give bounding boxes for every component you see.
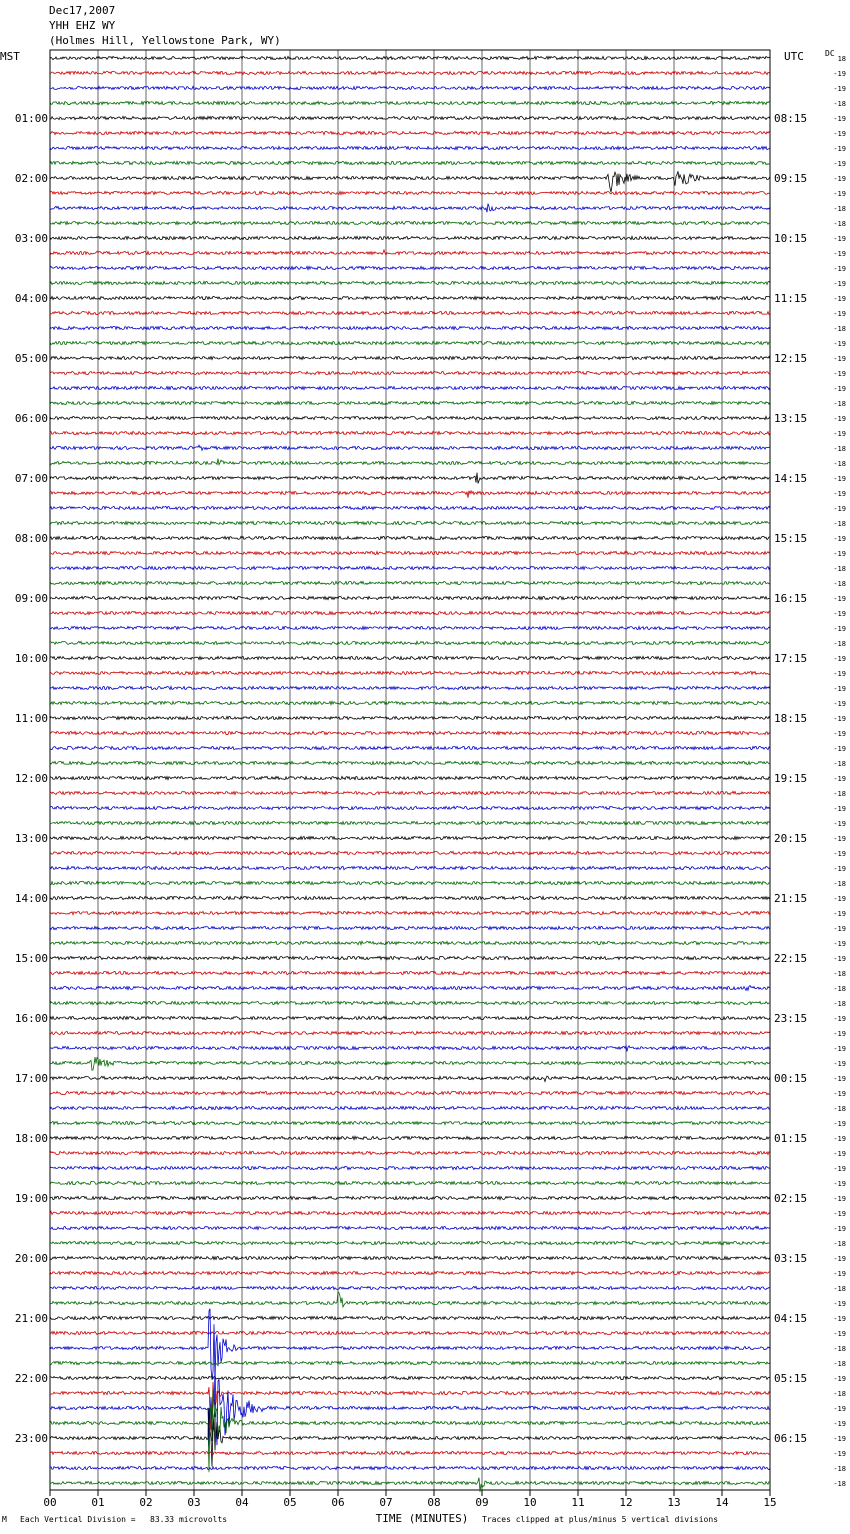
seismic-trace xyxy=(50,596,770,599)
dc-offset-label: -19 xyxy=(833,340,846,348)
seismic-trace xyxy=(50,116,770,119)
header-station: YHH EHZ WY xyxy=(49,19,116,32)
mst-hour-label: 21:00 xyxy=(14,1312,48,1325)
seismic-trace xyxy=(50,1121,770,1124)
utc-hour-label: 06:15 xyxy=(774,1432,808,1445)
seismic-trace xyxy=(50,971,770,974)
seismic-trace xyxy=(50,1451,770,1454)
seismic-trace xyxy=(50,776,770,779)
dc-offset-label: -19 xyxy=(833,1030,846,1038)
seismic-trace xyxy=(50,656,770,659)
seismic-trace xyxy=(50,836,770,839)
x-tick-label: 06 xyxy=(331,1496,345,1509)
dc-offset-label: -19 xyxy=(833,1150,846,1158)
seismic-trace xyxy=(50,671,770,674)
dc-offset-label: -19 xyxy=(833,130,846,138)
seismic-trace xyxy=(50,459,770,465)
dc-offset-label: -19 xyxy=(833,1420,846,1428)
seismic-trace xyxy=(50,1091,770,1094)
dc-offset-label: -19 xyxy=(833,1210,846,1218)
x-tick-label: 07 xyxy=(379,1496,393,1509)
seismic-trace xyxy=(50,131,770,134)
dc-offset-label: -19 xyxy=(833,1180,846,1188)
x-tick-label: 12 xyxy=(619,1496,633,1509)
mst-hour-label: 18:00 xyxy=(14,1132,48,1145)
mst-hour-label: 01:00 xyxy=(14,112,48,125)
seismic-trace xyxy=(50,1196,770,1199)
seismic-trace xyxy=(50,146,770,149)
x-tick-label: 01 xyxy=(91,1496,105,1509)
seismic-trace xyxy=(50,86,770,89)
seismic-trace xyxy=(50,941,770,945)
seismic-trace xyxy=(50,204,770,213)
utc-hour-label: 05:15 xyxy=(774,1372,808,1385)
mst-hour-label: 12:00 xyxy=(14,772,48,785)
mst-hour-label: 11:00 xyxy=(14,712,48,725)
seismic-trace xyxy=(50,491,770,498)
seismic-trace xyxy=(50,296,770,299)
dc-offset-label: -18 xyxy=(833,970,846,978)
utc-hour-label: 12:15 xyxy=(774,352,808,365)
seismic-trace xyxy=(50,1256,770,1259)
mst-hour-label: 13:00 xyxy=(14,832,48,845)
seismic-trace xyxy=(50,506,770,509)
dc-offset-label: -18 xyxy=(833,1360,846,1368)
utc-hour-label: 17:15 xyxy=(774,652,808,665)
dc-offset-label: -19 xyxy=(833,700,846,708)
seismic-trace xyxy=(50,791,770,794)
utc-hour-labels xyxy=(774,112,807,1445)
seismic-trace xyxy=(50,896,770,899)
seismic-trace xyxy=(50,401,770,404)
utc-hour-label: 02:15 xyxy=(774,1192,808,1205)
dc-offset-label: -19 xyxy=(833,1315,846,1323)
seismic-trace xyxy=(50,1286,770,1289)
dc-offset-label: -19 xyxy=(833,1375,846,1383)
dc-offset-label: -18 xyxy=(833,580,846,588)
seismic-trace xyxy=(50,236,770,239)
seismic-trace xyxy=(50,701,770,704)
utc-label: UTC xyxy=(784,50,804,63)
seismic-trace xyxy=(50,250,770,255)
x-tick-label: 02 xyxy=(139,1496,153,1509)
dc-offset-label: -19 xyxy=(833,550,846,558)
seismic-trace xyxy=(50,851,770,854)
x-tick-label: 08 xyxy=(427,1496,441,1509)
dc-offset-label: -19 xyxy=(833,1300,846,1308)
seismic-trace xyxy=(50,371,770,374)
seismic-trace xyxy=(50,1362,770,1448)
dc-offset-label: -19 xyxy=(833,940,846,948)
dc-offset-label: -18 xyxy=(833,1465,846,1473)
dc-offset-label: -19 xyxy=(833,535,846,543)
seismic-trace xyxy=(50,1241,770,1244)
dc-offset-label: 18 xyxy=(837,55,846,63)
dc-offset-label: -19 xyxy=(833,1405,846,1413)
seismic-trace xyxy=(50,1361,770,1364)
mst-hour-label: 08:00 xyxy=(14,532,48,545)
mst-hour-label: 03:00 xyxy=(14,232,48,245)
seismic-trace xyxy=(50,686,770,689)
seismic-trace xyxy=(50,1316,770,1319)
dc-offset-label: -19 xyxy=(833,745,846,753)
utc-hour-label: 23:15 xyxy=(774,1012,808,1025)
dc-offset-label: -19 xyxy=(833,280,846,288)
dc-offset-label: -19 xyxy=(833,1165,846,1173)
seismic-trace xyxy=(50,171,770,192)
dc-offset-label: -18 xyxy=(833,1240,846,1248)
seismic-trace xyxy=(50,1211,770,1214)
seismic-trace xyxy=(50,56,770,59)
seismic-trace xyxy=(50,356,770,359)
dc-offset-label: -19 xyxy=(833,175,846,183)
utc-hour-label: 20:15 xyxy=(774,832,808,845)
seismic-trace xyxy=(50,341,770,344)
x-tick-label: 15 xyxy=(763,1496,777,1509)
seismic-trace xyxy=(50,581,770,584)
header-location: (Holmes Hill, Yellowstone Park, WY) xyxy=(49,34,281,47)
seismic-trace xyxy=(50,1271,770,1274)
seismic-trace xyxy=(50,191,770,194)
seismic-trace xyxy=(50,1136,770,1139)
dc-offset-label: -19 xyxy=(833,925,846,933)
dc-offset-label: -19 xyxy=(833,595,846,603)
corner-mark: M xyxy=(2,1515,7,1524)
seismic-trace xyxy=(50,746,770,749)
dc-offset-label: -19 xyxy=(833,415,846,423)
seismic-trace xyxy=(50,1309,770,1380)
dc-offset-label: -19 xyxy=(833,850,846,858)
seismic-trace xyxy=(50,1166,770,1169)
dc-offset-label: -18 xyxy=(833,565,846,573)
dc-offset-label: -19 xyxy=(833,1195,846,1203)
dc-offset-label: -18 xyxy=(833,1000,846,1008)
utc-hour-label: 13:15 xyxy=(774,412,808,425)
utc-hour-label: 03:15 xyxy=(774,1252,808,1265)
seismic-trace xyxy=(50,1057,770,1070)
seismic-trace xyxy=(50,1001,770,1004)
seismic-trace xyxy=(50,611,770,614)
dc-offset-label: -19 xyxy=(833,835,846,843)
mst-hour-label: 05:00 xyxy=(14,352,48,365)
seismic-trace xyxy=(50,1466,770,1469)
dc-offset-label: -19 xyxy=(833,625,846,633)
dc-offset-label: -19 xyxy=(833,715,846,723)
dc-offset-label: -19 xyxy=(833,865,846,873)
utc-hour-label: 21:15 xyxy=(774,892,808,905)
dc-offset-label: -19 xyxy=(833,1120,846,1128)
dc-offset-label: -19 xyxy=(833,1015,846,1023)
mst-hour-label: 22:00 xyxy=(14,1372,48,1385)
dc-offset-label: -19 xyxy=(833,85,846,93)
dc-offset-label: -18 xyxy=(833,220,846,228)
seismic-trace xyxy=(50,416,770,419)
trace-group xyxy=(50,56,770,1492)
utc-hour-label: 01:15 xyxy=(774,1132,808,1145)
utc-hour-label: 04:15 xyxy=(774,1312,808,1325)
mst-hour-label: 20:00 xyxy=(14,1252,48,1265)
dc-offset-label: -18 xyxy=(833,445,846,453)
dc-offset-label: -19 xyxy=(833,1225,846,1233)
seismic-trace xyxy=(50,881,770,884)
x-tick-label: 05 xyxy=(283,1496,297,1509)
dc-offset-label: -19 xyxy=(833,235,846,243)
seismic-trace xyxy=(50,1376,770,1379)
seismic-trace xyxy=(50,1226,770,1229)
dc-offset-label: -19 xyxy=(833,70,846,78)
seismic-trace xyxy=(50,731,770,734)
dc-offset-label: -18 xyxy=(833,1285,846,1293)
x-tick-label: 09 xyxy=(475,1496,489,1509)
dc-offset-label: -18 xyxy=(833,205,846,213)
dc-offset-label: -19 xyxy=(833,190,846,198)
dc-offset-label: -19 xyxy=(833,145,846,153)
dc-offset-label: -18 xyxy=(833,760,846,768)
dc-offset-label: -19 xyxy=(833,955,846,963)
seismic-trace xyxy=(50,1046,770,1052)
mst-label: MST xyxy=(0,50,20,63)
seismic-trace xyxy=(50,641,770,644)
dc-offset-label: -19 xyxy=(833,385,846,393)
utc-hour-label: 18:15 xyxy=(774,712,808,725)
seismic-trace xyxy=(50,431,770,434)
dc-offset-label: -19 xyxy=(833,295,846,303)
utc-hour-label: 11:15 xyxy=(774,292,808,305)
seismic-trace xyxy=(50,566,770,569)
mst-hour-label: 17:00 xyxy=(14,1072,48,1085)
mst-hour-label: 07:00 xyxy=(14,472,48,485)
seismic-trace xyxy=(50,926,770,929)
mst-hour-label: 04:00 xyxy=(14,292,48,305)
seismic-trace xyxy=(50,716,770,719)
dc-offset-label: -19 xyxy=(833,775,846,783)
dc-offset-label: -19 xyxy=(833,1255,846,1263)
seismic-trace xyxy=(50,326,770,329)
mst-hour-label: 19:00 xyxy=(14,1192,48,1205)
dc-offset-label: -19 xyxy=(833,370,846,378)
seismic-trace xyxy=(50,311,770,314)
dc-label: DC xyxy=(825,49,835,58)
seismic-trace xyxy=(50,1292,770,1307)
seismic-trace xyxy=(50,761,770,764)
x-tick-label: 14 xyxy=(715,1496,729,1509)
dc-offset-label: -18 xyxy=(833,1105,846,1113)
dc-offset-label: -18 xyxy=(833,400,846,408)
dc-offset-label: -19 xyxy=(833,1060,846,1068)
seismic-trace xyxy=(50,536,770,539)
dc-offset-label: -19 xyxy=(833,685,846,693)
x-tick-label: 10 xyxy=(523,1496,537,1509)
seismic-trace xyxy=(50,161,770,164)
dc-offset-label: -18 xyxy=(833,100,846,108)
seismic-trace xyxy=(50,1390,770,1472)
dc-offset-label: -19 xyxy=(833,1075,846,1083)
scale-note: Each Vertical Division = 83.33 microvolts xyxy=(20,1515,228,1524)
seismic-trace xyxy=(50,911,770,914)
dc-offset-labels xyxy=(833,55,846,1488)
dc-offset-label: -19 xyxy=(833,430,846,438)
seismic-trace xyxy=(50,1016,770,1019)
x-axis-title: TIME (MINUTES) xyxy=(375,1512,469,1525)
dc-offset-label: -18 xyxy=(833,460,846,468)
dc-offset-label: -18 xyxy=(833,325,846,333)
utc-hour-label: 10:15 xyxy=(774,232,808,245)
dc-offset-label: -19 xyxy=(833,1435,846,1443)
utc-hour-label: 16:15 xyxy=(774,592,808,605)
utc-hour-label: 14:15 xyxy=(774,472,808,485)
mst-hour-label: 02:00 xyxy=(14,172,48,185)
mst-hour-label: 10:00 xyxy=(14,652,48,665)
dc-offset-label: -19 xyxy=(833,310,846,318)
header-date: Dec17,2007 xyxy=(49,4,116,17)
mst-hour-label: 15:00 xyxy=(14,952,48,965)
seismic-trace xyxy=(50,1151,770,1154)
dc-offset-label: -19 xyxy=(833,1330,846,1338)
dc-offset-label: -19 xyxy=(833,505,846,513)
mst-hour-label: 16:00 xyxy=(14,1012,48,1025)
seismic-trace xyxy=(50,445,770,450)
dc-offset-label: -18 xyxy=(833,1390,846,1398)
seismic-trace xyxy=(50,101,770,104)
dc-offset-label: -18 xyxy=(833,640,846,648)
seismic-trace xyxy=(50,956,770,959)
dc-offset-label: -19 xyxy=(833,730,846,738)
mst-hour-label: 14:00 xyxy=(14,892,48,905)
dc-offset-label: -19 xyxy=(833,1135,846,1143)
seismic-trace xyxy=(50,386,770,389)
seismic-trace xyxy=(50,1076,770,1081)
x-tick-label: 04 xyxy=(235,1496,249,1509)
seismic-trace xyxy=(50,806,770,809)
seismic-trace xyxy=(50,473,770,484)
x-tick-label: 03 xyxy=(187,1496,201,1509)
seismic-trace xyxy=(50,1331,770,1334)
seismic-trace xyxy=(50,626,770,629)
utc-hour-label: 15:15 xyxy=(774,532,808,545)
mst-hour-label: 06:00 xyxy=(14,412,48,425)
seismic-trace xyxy=(50,221,770,224)
utc-hour-label: 22:15 xyxy=(774,952,808,965)
dc-offset-label: -19 xyxy=(833,250,846,258)
seismic-trace xyxy=(50,551,770,554)
utc-hour-label: 19:15 xyxy=(774,772,808,785)
dc-offset-label: -18 xyxy=(833,1345,846,1353)
utc-hour-label: 09:15 xyxy=(774,172,808,185)
dc-offset-label: -19 xyxy=(833,805,846,813)
x-axis xyxy=(43,1490,776,1509)
mst-hour-label: 23:00 xyxy=(14,1432,48,1445)
mst-hour-label: 09:00 xyxy=(14,592,48,605)
dc-offset-label: -19 xyxy=(833,265,846,273)
dc-offset-label: -19 xyxy=(833,610,846,618)
dc-offset-label: -18 xyxy=(833,1480,846,1488)
seismic-trace xyxy=(50,1106,770,1109)
dc-offset-label: -19 xyxy=(833,820,846,828)
clip-note: Traces clipped at plus/minus 5 vertical divisions xyxy=(482,1515,719,1524)
dc-offset-label: -18 xyxy=(833,520,846,528)
dc-offset-label: -19 xyxy=(833,475,846,483)
dc-offset-label: -19 xyxy=(833,1450,846,1458)
dc-offset-label: -19 xyxy=(833,490,846,498)
dc-offset-label: -19 xyxy=(833,655,846,663)
dc-offset-label: -18 xyxy=(833,985,846,993)
utc-hour-label: 00:15 xyxy=(774,1072,808,1085)
seismic-trace xyxy=(50,1408,770,1467)
x-tick-label: 13 xyxy=(667,1496,681,1509)
x-tick-label: 00 xyxy=(43,1496,57,1509)
seismic-trace xyxy=(50,1181,770,1184)
utc-hour-label: 08:15 xyxy=(774,112,808,125)
seismic-trace xyxy=(50,866,770,869)
dc-offset-label: -19 xyxy=(833,1090,846,1098)
dc-offset-label: -19 xyxy=(833,895,846,903)
dc-offset-label: -18 xyxy=(833,790,846,798)
x-tick-label: 11 xyxy=(571,1496,585,1509)
dc-offset-label: -19 xyxy=(833,115,846,123)
seismic-trace xyxy=(50,1031,770,1034)
mst-hour-labels xyxy=(15,112,48,1445)
seismic-trace xyxy=(50,521,770,524)
dc-offset-label: -19 xyxy=(833,910,846,918)
seismic-trace xyxy=(50,821,770,824)
dc-offset-label: -19 xyxy=(833,1045,846,1053)
seismic-trace xyxy=(50,986,770,991)
dc-offset-label: -19 xyxy=(833,670,846,678)
dc-offset-label: -19 xyxy=(833,355,846,363)
seismic-trace xyxy=(50,281,770,284)
seismic-trace xyxy=(50,266,770,269)
dc-offset-label: -19 xyxy=(833,160,846,168)
dc-offset-label: -18 xyxy=(833,880,846,888)
dc-offset-label: -19 xyxy=(833,1270,846,1278)
seismic-trace xyxy=(50,71,770,74)
